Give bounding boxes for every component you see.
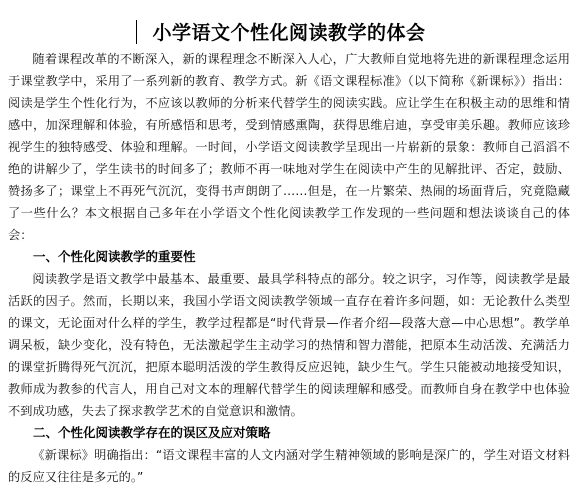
section-heading-misconceptions: 二、个性化阅读教学存在的误区及应对策略 (33, 425, 271, 440)
document-body (8, 48, 570, 483)
document-title: 小学语文个性化阅读教学的体会 (152, 22, 426, 44)
section-heading-importance: 一、个性化阅读教学的重要性 (33, 249, 196, 264)
paragraph-misconceptions: 《新课标》明确指出：“语文课程丰富的人文内涵对学生精神领域的影响是深广的，学生对语文材料的反应又往往是多元的。” (8, 448, 570, 483)
paragraph-importance: 阅读教学是语文教学中最基本、最重要、最具学科特点的部分。较之识字，习作等，阅读教学是最活跃的因子。然而，长期以来，我国小学语文阅读教学领域一直存在着许多问题，如：无论教什么类型的课文，无论面对什么样的学生，教学过程都是“时代背景—作者介绍—段落大意—中心思想”。教学单调呆板，缺少变化，没有特色，无法激起学生主动学习的热情和智力潜能，把原本生动活泼、充满活力的课堂折腾得死气沉沉，把原本聪明活泼的学生教得反应迟钝，缺少生气。学生只能被动地接受知识，教师成为教参的代言人，用自己对文本的理解代替学生的阅读理解和感受。而教师自身在教学中也体验不到成功感，失去了探求教学艺术的自觉意识和激情。 (8, 272, 570, 418)
paragraph-intro: 随着课程改革的不断深入，新的课程理念不断深入人心，广大教师自觉地将先进的新课程理念运用于课堂教学中，采用了一系列新的教育、教学方式。新《语文课程标准》（以下简称《新课标》）指出：阅读是学生个性化行为，不应该以教师的分析来代替学生的阅读实践。应让学生在积极主动的思维和情感中，加深理解和体验，有所感悟和思考，受到情感熏陶，获得思维启迪，享受审美乐趣。教师应该珍视学生的独特感受、体验和理解。一时间，小学语文阅读教学呈现出一片崭新的景象：教师自己滔滔不绝的讲解少了，学生读书的时间多了；教师不再一味地对学生在阅读中产生的见解批评、否定，鼓励、赞扬多了；课堂上不再死气沉沉，变得书声朗朗了……但是，在一片繁荣、热闹的场面背后，究竟隐藏了一些什么？本文根据自己多年在小学语文个性化阅读教学工作发现的一些问题和想法谈谈自己的体会： (8, 52, 570, 242)
